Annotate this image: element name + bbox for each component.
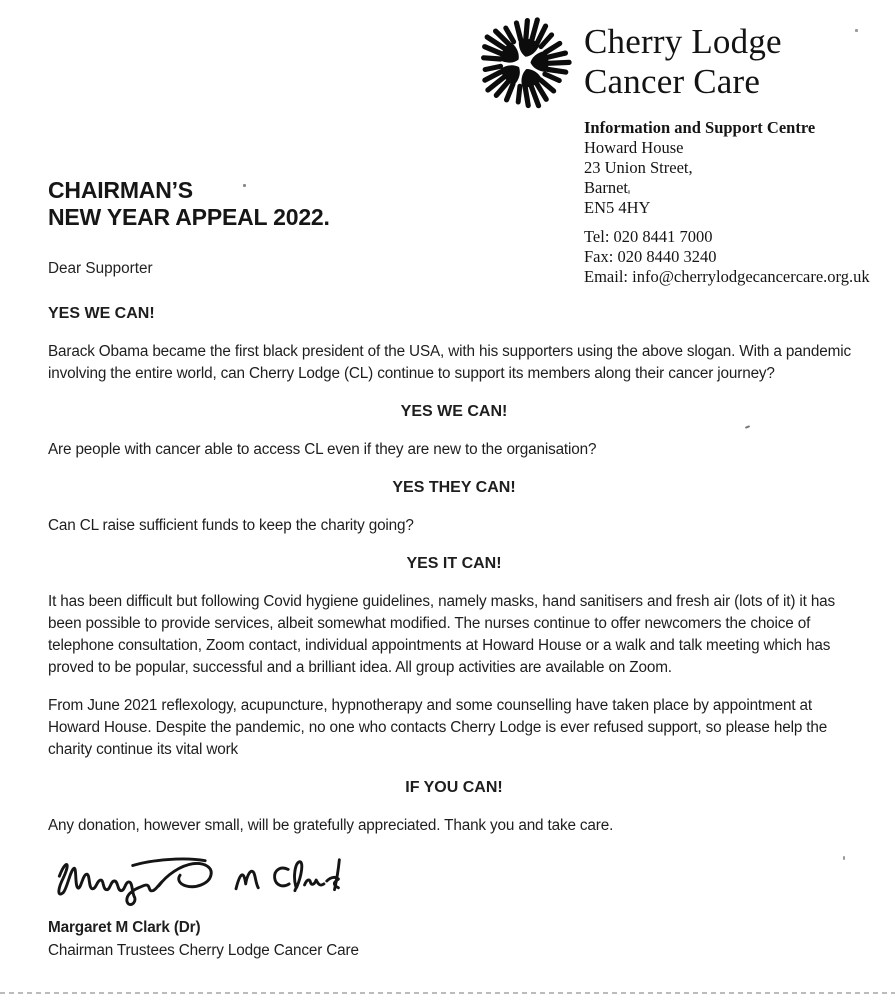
paragraph: It has been difficult but following Covid hygiene guidelines, namely masks, hand sanitisers and fresh air (lots of it) it has been possible to provide services, albeit somewhat modified. The nurses continue to offer newcomers the choice of telephone consultation, Zoom contact, individual appointments at Howard House or a walk and talk meeting which has proved to be popular, successful and a brilliant idea. All group activities are available on Zoom. [48, 593, 836, 676]
perforation-divider [0, 992, 895, 994]
signatory-title: Chairman Trustees Cherry Lodge Cancer Care [48, 942, 359, 959]
handwritten-signature-icon [44, 853, 374, 909]
address-line: Barnet [584, 178, 628, 197]
salutation: Dear Supporter [48, 260, 153, 277]
hands-flower-logo-icon [474, 12, 574, 114]
appeal-heading-line1: CHAIRMAN’S [48, 177, 193, 203]
address-line: 23 Union Street, [584, 158, 693, 177]
scan-speckle [243, 184, 246, 187]
paragraph: Barack Obama became the first black president of the USA, with his supporters using the above slogan. With a pandemic involving the entire world, can Cherry Lodge (CL) continue to support its members along their cancer journey? [48, 343, 851, 382]
scan-speckle [843, 856, 845, 860]
paragraph: Can CL raise sufficient funds to keep the charity going? [48, 517, 414, 534]
org-name-line1: Cherry Lodge [584, 22, 782, 61]
centre-label: Information and Support Centre [584, 118, 816, 137]
email-line: Email: info@cherrylodgecancercare.org.uk [584, 267, 870, 286]
appeal-heading-line2: NEW YEAR APPEAL 2022. [48, 204, 330, 230]
slogan: YES THEY CAN! [392, 479, 516, 496]
paragraph: Any donation, however small, will be gratefully appreciated. Thank you and take care. [48, 817, 614, 834]
org-name-line2: Cancer Care [584, 62, 761, 101]
paragraph: Are people with cancer able to access CL even if they are new to the organisation? [48, 441, 597, 458]
fax-line: Fax: 020 8440 3240 [584, 247, 717, 266]
appeal-heading [48, 177, 330, 231]
slogan: IF YOU CAN! [405, 779, 503, 796]
paragraph: From June 2021 reflexology, acupuncture, hypnotherapy and some counselling have taken place by appointment at Howard House. Despite the pandemic, no one who contacts Cherry Lodge is ever refused support, so please help the charity continue its vital work [48, 697, 828, 758]
signature-block [48, 853, 860, 962]
slogan: YES WE CAN! [400, 403, 508, 420]
slogan: YES IT CAN! [406, 555, 502, 572]
address-line: Howard House [584, 138, 684, 157]
letter-body [48, 303, 860, 962]
signatory-name: Margaret M Clark (Dr) [48, 919, 201, 936]
address-line: EN5 4HY [584, 198, 651, 217]
tel-line: Tel: 020 8441 7000 [584, 227, 713, 246]
address-block [584, 118, 894, 287]
scan-speckle [855, 29, 858, 32]
scan-speckle [628, 190, 630, 194]
section-heading: YES WE CAN! [48, 305, 155, 322]
org-name [584, 22, 782, 102]
